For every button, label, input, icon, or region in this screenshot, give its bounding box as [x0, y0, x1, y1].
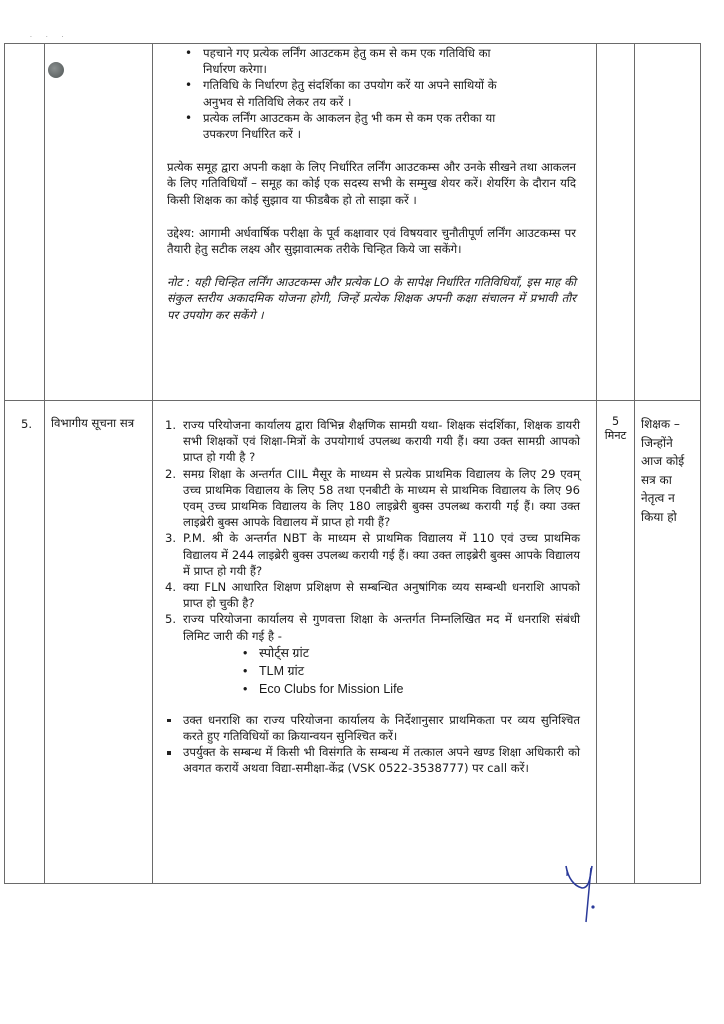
list-item: उपर्युक्त के सम्बन्ध में किसी भी विसंगति के सम्बन्ध में तत्काल अपने खण्ड शिक्षा अधिकारी को अवगत करायें अथवा विद्या-समीक्षा-केंद्र (VSK 0522-3538777) पर call करें।	[153, 744, 596, 776]
table-row-5	[5, 401, 701, 884]
grant-item: • TLM ग्रांट	[153, 662, 596, 680]
serial-number: 5.	[5, 401, 45, 884]
list-item: 2. समग्र शिक्षा के अन्तर्गत CIIL मैसूर के माध्यम से प्रत्येक प्राथमिक विद्यालय के लिए 29 एवम् उच्च प्राथमिक विद्यालय के लिए 58 तथा एनबीटी के माध्यम से प्राथमिक विद्यालय के लिए 96 एवम् उच्च प्राथमिक विद्यालय के लिए 180 लाइब्रेरी बुक्स उपलब्ध करायी गई हैं। क्या उक्त लाइब्रेरी बुक्स आपके विद्यालय में प्राप्त हो गयी हैं?	[165, 466, 580, 530]
note-paragraph: नोट : यही चिन्हित लर्निंग आउटकम्स और प्रत्येक LO के सापेक्ष निर्धारित गतिविधियाँ, इस माह की संकुल स्तरीय अकादमिक योजना होगी, जिन्हें प्रत्येक शिक्षक अपनी कक्षा संचालन में प्रभावी तौर पर उपयोग कर सकेंगे ।	[167, 275, 576, 322]
list-item: 4. क्या FLN आधारित शिक्षण प्रशिक्षण से सम्बन्धित अनुषांगिक व्यय सम्बन्धी धनराशि आपको प्राप्त हो चुकी है?	[165, 580, 580, 611]
grant-item: • Eco Clubs for Mission Life	[153, 680, 596, 698]
topic-cell	[45, 44, 153, 401]
session-plan-table	[4, 43, 701, 884]
list-item: • प्रत्येक लर्निंग आउटकम के आकलन हेतु भी कम से कम एक तरीका या उपकरण निर्धारित करें ।	[153, 110, 506, 142]
grant-item: • स्पोर्ट्स ग्रांट	[153, 644, 596, 662]
objective-paragraph: उद्देश्य: आगामी अर्धवार्षिक परीक्षा के पूर्व कक्षावार एवं विषयवार चुनौतीपूर्ण लर्निंग आउटकम्स पर तैयारी हेतु सटीक लक्ष्य और सुझावात्मक तरीके चिन्हित किये जा सकेंगे।	[167, 225, 576, 257]
instruction-list	[153, 712, 596, 777]
signature-icon	[560, 862, 620, 932]
punch-hole-mark	[48, 62, 64, 78]
sharing-paragraph: प्रत्येक समूह द्वारा अपनी कक्षा के लिए निर्धारित लर्निंग आउटकम्स और उनके सीखने तथा आकलन के लिए गतिविधियाँ – समूह का कोई एक सदस्य सभी के सम्मुख शेयर करें। शेयरिंग के दौरान यदि किसी शिक्षक का कोई सुझाव या फीडबैक हो तो साझा करें ।	[167, 160, 576, 207]
numbered-info-list	[153, 417, 596, 644]
time-cell	[597, 44, 635, 401]
duration	[597, 401, 635, 884]
info-cell	[153, 401, 597, 884]
list-item: • पहचाने गए प्रत्येक लर्निंग आउटकम हेतु कम से कम एक गतिविधि का निर्धारण करेगा।	[153, 45, 506, 77]
list-item: 1. राज्य परियोजना कार्यालय द्वारा विभिन्न शैक्षणिक सामग्री यथा- शिक्षक संदर्शिका, शिक्षक डायरी सभी शिक्षकों एवं शिक्षा-मित्रों के उपयोगार्थ उपलब्ध करायी गयी हैं। क्या उक्त सामग्री आपको प्राप्त हो गयी है ?	[165, 418, 580, 465]
list-item: उक्त धनराशि का राज्य परियोजना कार्यालय के निर्देशानुसार प्राथमिकता पर व्यय सुनिश्चित करते हुए गतिविधियों का क्रियान्वयन सुनिश्चित करें।	[153, 712, 596, 744]
duration-unit: मिनट	[604, 429, 627, 442]
activity-bullet-list	[153, 44, 596, 142]
grant-list	[153, 644, 596, 698]
scan-marks: . . .	[30, 32, 70, 39]
list-item: 5. राज्य परियोजना कार्यालय से गुणवत्ता शिक्षा के अन्तर्गत निम्नलिखित मद में धनराशि संबंधी लिमिट जारी की गई है -	[165, 612, 580, 643]
serial-cell	[5, 44, 45, 401]
session-topic: विभागीय सूचना सत्र	[45, 401, 153, 884]
table-row-continued	[5, 44, 701, 401]
list-item: 3. P.M. श्री के अन्तर्गत NBT के माध्यम से प्राथमिक विद्यालय में 110 एवं उच्च प्राथमिक विद्यालय में 244 लाइब्रेरी बुक्स उपलब्ध करायी गई हैं। क्या उक्त लाइब्रेरी बुक्स आपके विद्यालय में प्राप्त हो गयी हैं?	[165, 531, 580, 578]
activity-cell	[153, 44, 597, 401]
duration-value: 5	[611, 415, 620, 428]
list-item: • गतिविधि के निर्धारण हेतु संदर्शिका का उपयोग करें या अपने साथियों के अनुभव से गतिविधि लेकर तय करें ।	[153, 77, 506, 109]
responsible-person: शिक्षक – जिन्होंने आज कोई सत्र का नेतृत्व न किया हो	[635, 401, 701, 884]
responsible-cell	[635, 44, 701, 401]
